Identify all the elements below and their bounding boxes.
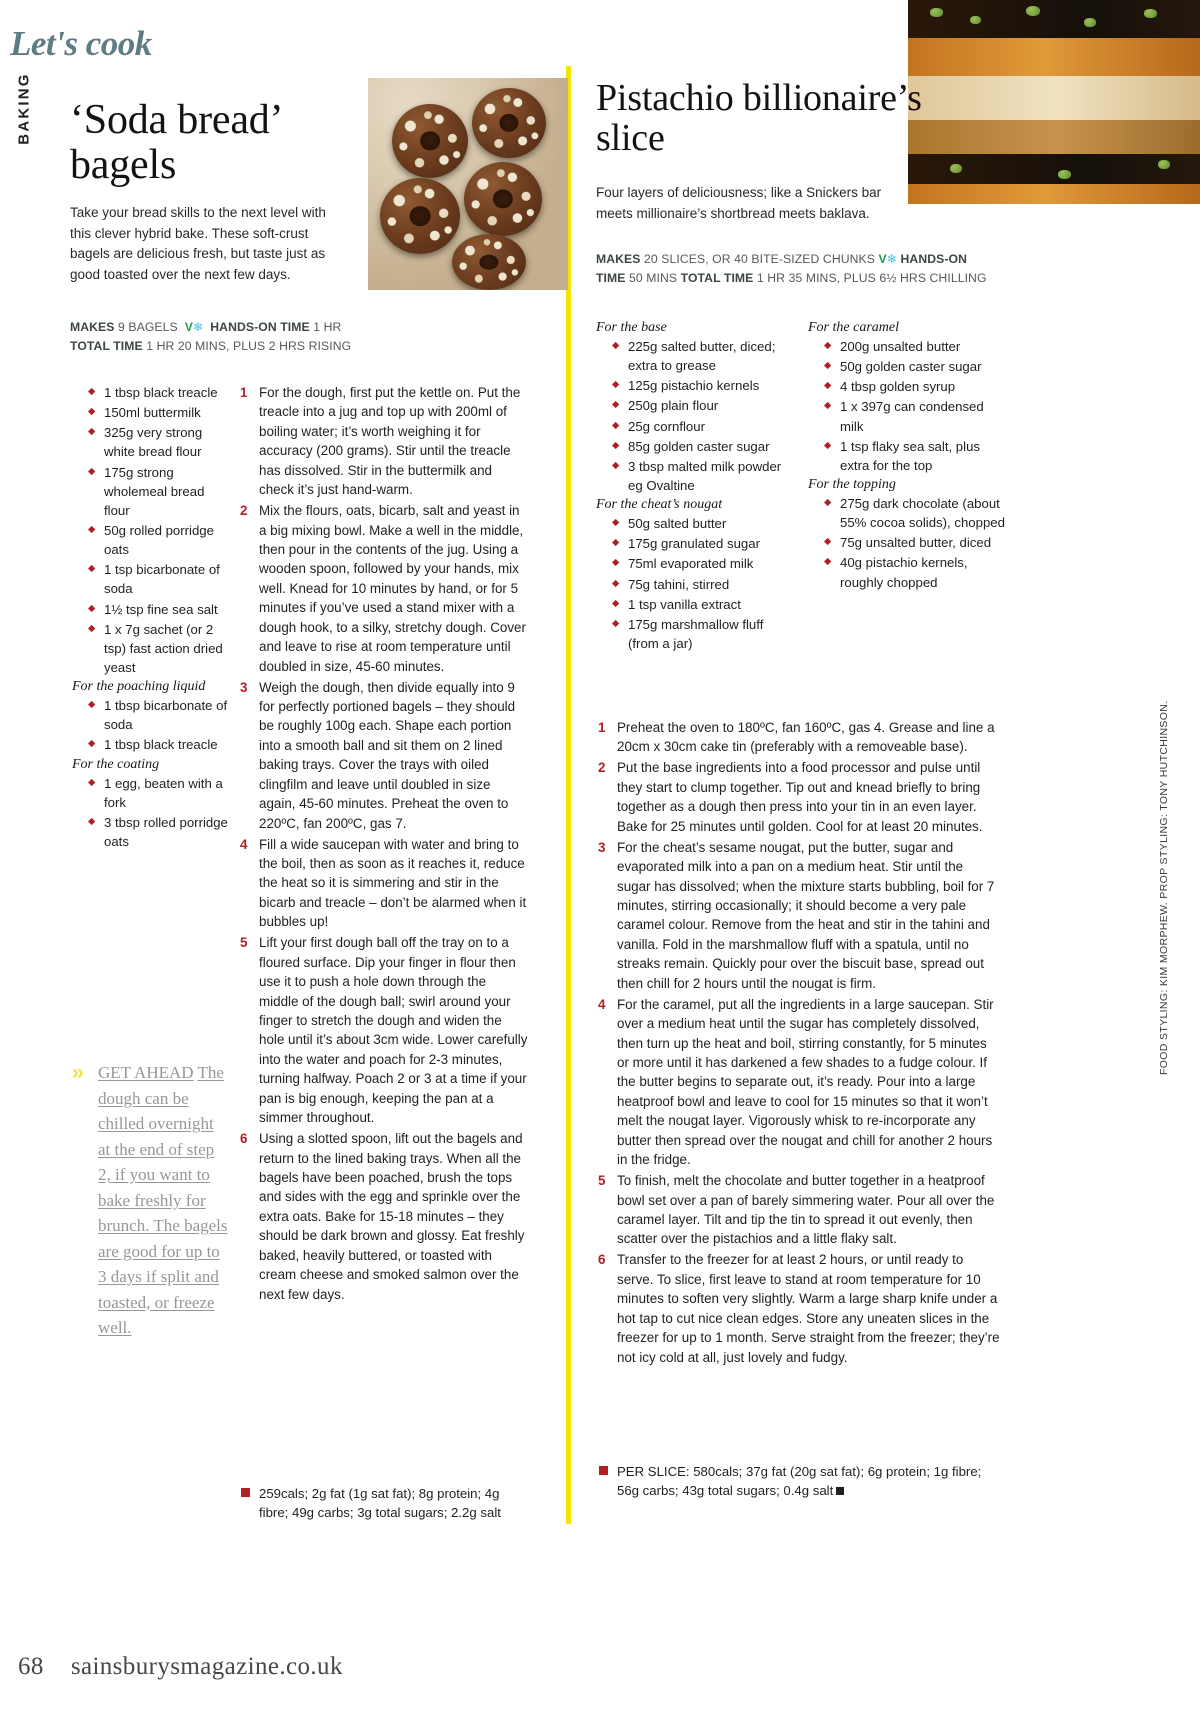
- method-step: Weigh the dough, then divide equally into 9 for perfectly portioned bagels – they should be roughly 100g each. Shape each portion into a smooth ball and sit them on 2 lined baking trays. Cover the trays with oiled clingfilm and leave until doubled in size again, 45-60 minutes. Preheat the oven to 220ºC, fan 200ºC, gas 7.: [259, 679, 516, 831]
- makes-value: 9 BAGELS: [118, 320, 178, 334]
- ingredient-item: ◆ 1 tbsp black treacle: [88, 735, 232, 754]
- ingredient-list: [596, 337, 796, 495]
- handson-value: 1 HR: [313, 320, 342, 334]
- vertical-section-label: BAKING: [15, 72, 33, 145]
- method-step: For the dough, first put the kettle on. Put the treacle into a jug and top up with 200ml of boiling water; it’s worth weighing it for accuracy (200 grams). Stir until the treacle has dissolved. Stir in the buttermilk and check it’s just hand-warm.: [259, 385, 521, 498]
- double-chevron-icon: »: [72, 1061, 84, 1084]
- ingredient-item: ◆ 75ml evaporated milk: [612, 554, 796, 573]
- makes-label: MAKES: [70, 320, 115, 334]
- handson-label: HANDS-ON TIME: [596, 252, 968, 285]
- photo-credits: FOOD STYLING: KIM MORPHEW. PROP STYLING: TONY HUTCHINSON.: [1158, 700, 1170, 1075]
- method-step: For the cheat’s sesame nougat, put the butter, sugar and evaporated milk into a pan on a medium heat. Stir until the sugar has dissolved; when the mixture starts bubbling, boil for 7 minutes, stirring occasionally; it should become a very pale caramel colour. Remove from the heat and stir in the tahini and vanilla. Fold in the marshmallow fluff with a spatula, until no streaks remain. Quickly pour over the biscuit base, spread out then chill for 2 hours until the nougat is firm.: [617, 839, 995, 991]
- pistachio-slice-photo: [908, 0, 1200, 204]
- method-step: Fill a wide saucepan with water and bring to the boil, then as soon as it reaches it, reduce the heat so it is simmering and stir in the bicarb and treacle – don’t be alarmed when it bubbles up!: [259, 836, 527, 930]
- method-bagels: [238, 383, 528, 1306]
- meta-line-2: [70, 337, 400, 356]
- ingredient-item: ◆ 1 x 397g can condensed milk: [824, 397, 1008, 435]
- ingredient-item: ◆ 25g cornflour: [612, 417, 796, 436]
- ingredients-pistachio-right: [808, 318, 1008, 593]
- page-number: 68: [18, 1653, 44, 1680]
- ingredient-item: ◆ 1 egg, beaten with a fork: [88, 774, 232, 812]
- pistachio-piece: [950, 164, 962, 173]
- ingredient-item: ◆ 275g dark chocolate (about 55% cocoa solids), chopped: [824, 494, 1008, 532]
- ingredient-item: ◆ 175g strong wholemeal bread flour: [88, 463, 232, 520]
- bagel-shape: [464, 162, 542, 236]
- nutrition-bagels: 259cals; 2g fat (1g sat fat); 8g protein; 4g fibre; 49g carbs; 3g total sugars; 2.2g salt: [238, 1484, 528, 1522]
- ingredient-item: ◆ 1½ tsp fine sea salt: [88, 600, 232, 619]
- ingredient-list: [808, 494, 1008, 592]
- recipe-standfirst-pistachio: Four layers of deliciousness; like a Snickers bar meets millionaire’s shortbread meets baklava.: [596, 185, 882, 221]
- pistachio-piece: [930, 8, 943, 17]
- ingredient-item: ◆ 3 tbsp rolled porridge oats: [88, 813, 232, 851]
- bagel-shape: [380, 178, 460, 254]
- nutrition-pistachio: [596, 1462, 1000, 1500]
- ingredient-item: ◆ 1 tsp flaky sea salt, plus extra for the top: [824, 437, 1008, 475]
- ingredient-item: ◆ 50g salted butter: [612, 514, 796, 533]
- method-step: Preheat the oven to 180ºC, fan 160ºC, gas 4. Grease and line a 20cm x 30cm cake tin (preferably with a removeable base).: [617, 720, 995, 755]
- ingredient-item: ◆ 325g very strong white bread flour: [88, 423, 232, 461]
- get-ahead-body: [98, 1060, 230, 1341]
- pistachio-piece: [1058, 170, 1071, 179]
- total-time-value: 1 HR 20 MINS, PLUS 2 HRS RISING: [146, 338, 352, 353]
- ingredient-item: ◆ 85g golden caster sugar: [612, 437, 796, 456]
- ingredient-item: ◆ 225g salted butter, diced; extra to grease: [612, 337, 796, 375]
- recipe-meta-bagels: [70, 318, 400, 356]
- bagel-shape: [452, 234, 526, 290]
- handson-label: HANDS-ON TIME: [210, 320, 310, 334]
- vegetarian-icon: V: [878, 252, 887, 266]
- nougat-layer: [908, 76, 1200, 120]
- method-step: Mix the flours, oats, bicarb, salt and yeast in a big mixing bowl. Make a well in the middle, then pour in the contents of the jug. Using a wooden spoon, followed by your hands, mix well. Knead for 10 minutes by hand, or for 5 minutes if you’ve used a stand mixer with a dough hook, to a silky, stretchy dough. Cover and leave to rise at room temperature until doubled in size, 45-60 minutes.: [259, 503, 526, 674]
- ingredients-bagels: [72, 383, 232, 852]
- ingredient-item: ◆ 1 tbsp black treacle: [88, 383, 232, 402]
- ingredient-list: [596, 514, 796, 653]
- caramel-layer: [908, 184, 1200, 204]
- ingredient-list: [808, 337, 1008, 475]
- bagel-seeds: [455, 236, 523, 288]
- freezable-icon: ❄: [886, 252, 898, 266]
- pistachio-piece: [1158, 160, 1170, 169]
- website-url[interactable]: sainsburysmagazine.co.uk: [70, 1653, 343, 1680]
- freezable-icon: ❄: [192, 320, 204, 334]
- meta-inline: [596, 252, 987, 285]
- ingredient-group-heading: For the base: [596, 320, 667, 335]
- ingredient-group-heading: For the cheat’s nougat: [596, 497, 723, 513]
- total-time-value: 1 HR 35 MINS, PLUS 6½ HRS CHILLING: [756, 270, 987, 285]
- recipe-standfirst-bagels: Take your bread skills to the next level with this clever hybrid bake. These soft-crust bagels are delicious fresh, but taste just as good toasted over the next few days.: [70, 205, 326, 282]
- method-step: Lift your first dough ball off the tray on to a floured surface. Dip your finger in flour then use it to push a hole down through the middle of the dough ball; swirl around your finger to stretch the dough and widen the hole until it’s about 3cm wide. Lower carefully into the water and poach for 2-3 minutes, turning halfway. Poach 2 or 3 at a time if your pan is big enough, keeping the pan at a simmer throughout.: [259, 935, 528, 1126]
- caramel-layer: [908, 38, 1200, 76]
- method-step: For the caramel, put all the ingredients in a large saucepan. Stir over a medium heat until the sugar has completely dissolved, then turn up the heat and boil, stirring constantly, for 5 minutes or more until it has darkened a few shades to a fudge colour. If the butter begins to separate out, it’s ready. Pour into a large heatproof bowl and leave to cool for 15 minutes so that it won’t melt the nougat layer. Vigorously whisk to re-incorporate any butter then spread over the nougat and chill for another 2 hours in the fridge.: [617, 996, 994, 1168]
- ingredient-group-heading: For the coating: [72, 756, 160, 772]
- bagel-seeds: [467, 165, 539, 233]
- ingredient-item: ◆ 75g unsalted butter, diced: [824, 533, 1008, 552]
- total-time-label: TOTAL TIME: [70, 338, 143, 353]
- method-step: Transfer to the freezer for at least 2 hours, or until ready to serve. To slice, first leave to stand at room temperature for 10 minutes to soften very slightly. Warm a large sharp knife under a hot tap to cut nice clean edges. Store any uneaten slices in the freezer for up to 1 month. Serve straight from the freezer; they’re not icy cold at all, just lovely and fudgy.: [617, 1252, 1000, 1365]
- bagel-seeds: [395, 107, 465, 175]
- ingredient-group-heading: For the topping: [808, 476, 896, 492]
- get-ahead-title: GET AHEAD: [98, 1063, 194, 1082]
- ingredient-item: ◆ 3 tbsp malted milk powder eg Ovaltine: [612, 457, 796, 495]
- makes-value: 20 SLICES, OR 40 BITE-SIZED CHUNKS: [644, 252, 875, 266]
- total-time-label: TOTAL TIME: [680, 270, 754, 285]
- ingredient-group-heading: For the poaching liquid: [72, 679, 206, 695]
- ingredient-list: [72, 696, 232, 754]
- method-step: To finish, melt the chocolate and butter together in a heatproof bowl set over a pan of barely simmering water. Pour all over the caramel layer. Tilt and tip the tin to spread it out evenly, then scatter over the pistachios and a little flaky salt.: [617, 1173, 995, 1247]
- biscuit-base-layer: [908, 120, 1200, 154]
- recipe-meta-pistachio: [596, 250, 996, 288]
- ingredient-item: ◆ 50g rolled porridge oats: [88, 521, 232, 559]
- section-masthead: Let's cook: [10, 24, 152, 63]
- bagel-seeds: [475, 91, 543, 155]
- ingredient-item: ◆ 75g tahini, stirred: [612, 575, 796, 594]
- ingredient-list: [72, 383, 232, 677]
- ingredient-list: [72, 774, 232, 852]
- ingredient-item: ◆ 40g pistachio kernels, roughly chopped: [824, 553, 1008, 591]
- ingredient-group-heading: For the caramel: [808, 320, 899, 335]
- handson-value: 50 MINS: [629, 270, 678, 285]
- ingredient-item: ◆ 1 x 7g sachet (or 2 tsp) fast action dried yeast: [88, 620, 232, 677]
- page-footer: [18, 1653, 343, 1681]
- ingredient-item: ◆ 1 tsp bicarbonate of soda: [88, 560, 232, 598]
- method-step: Put the base ingredients into a food processor and pulse until they start to clump together. Tip out and knead briefly to bring together as a dough then press into your tin in an even layer. Bake for 25 minutes until golden. Cool for at least 20 minutes.: [617, 760, 983, 834]
- ingredient-item: ◆ 125g pistachio kernels: [612, 376, 796, 395]
- slice-stack: [908, 0, 1200, 204]
- ingredient-item: ◆ 150ml buttermilk: [88, 403, 232, 422]
- ingredient-item: ◆ 50g golden caster sugar: [824, 357, 1008, 376]
- end-mark-icon: [836, 1487, 844, 1495]
- makes-label: MAKES: [596, 252, 641, 266]
- ingredients-pistachio-left: [596, 318, 796, 654]
- ingredient-item: ◆ 4 tbsp golden syrup: [824, 377, 1008, 396]
- pistachio-piece: [1026, 6, 1040, 16]
- bagel-shape: [392, 104, 468, 178]
- chocolate-layer: [908, 0, 1200, 38]
- ingredient-item: ◆ 1 tsp vanilla extract: [612, 595, 796, 614]
- pistachio-piece: [970, 16, 981, 24]
- get-ahead-box: [70, 1060, 230, 1341]
- bagels-photo: [368, 78, 568, 290]
- recipe-title-pistachio: Pistachio billionaire’s slice: [596, 77, 922, 160]
- ingredient-item: ◆ 175g granulated sugar: [612, 534, 796, 553]
- ingredient-item: ◆ 1 tbsp bicarbonate of soda: [88, 696, 232, 734]
- vegetarian-icon: V: [184, 320, 193, 334]
- method-step: Using a slotted spoon, lift out the bagels and return to the lined baking trays. When all the bagels have been poached, brush the tops and sides with the egg and sprinkle over the extra oats. Bake for 15-18 minutes – they should be dark brown and glossy. Eat freshly baked, heavily buttered, or toasted with cream cheese and smoked salmon over the next few days.: [259, 1131, 525, 1302]
- nutrition-text: PER SLICE: 580cals; 37g fat (20g sat fat); 6g protein; 1g fibre; 56g carbs; 43g total sugars; 0.4g salt: [617, 1464, 982, 1499]
- pistachio-piece: [1144, 9, 1157, 18]
- ingredient-item: ◆ 200g unsalted butter: [824, 337, 1008, 356]
- pistachio-piece: [1084, 18, 1096, 27]
- meta-line-1: [70, 318, 400, 337]
- ingredient-item: ◆ 250g plain flour: [612, 396, 796, 415]
- recipe-title-bagels: ‘Soda bread’ bagels: [70, 97, 281, 188]
- method-pistachio: [596, 718, 1000, 1368]
- bagel-seeds: [383, 181, 457, 251]
- bagel-shape: [472, 88, 546, 158]
- ingredient-item: ◆ 175g marshmallow fluff (from a jar): [612, 615, 796, 653]
- get-ahead-text: The dough can be chilled overnight at the end of step 2, if you want to bake freshly for brunch. The bagels are good for up to 3 days if split and toasted, or freeze well.: [98, 1063, 228, 1337]
